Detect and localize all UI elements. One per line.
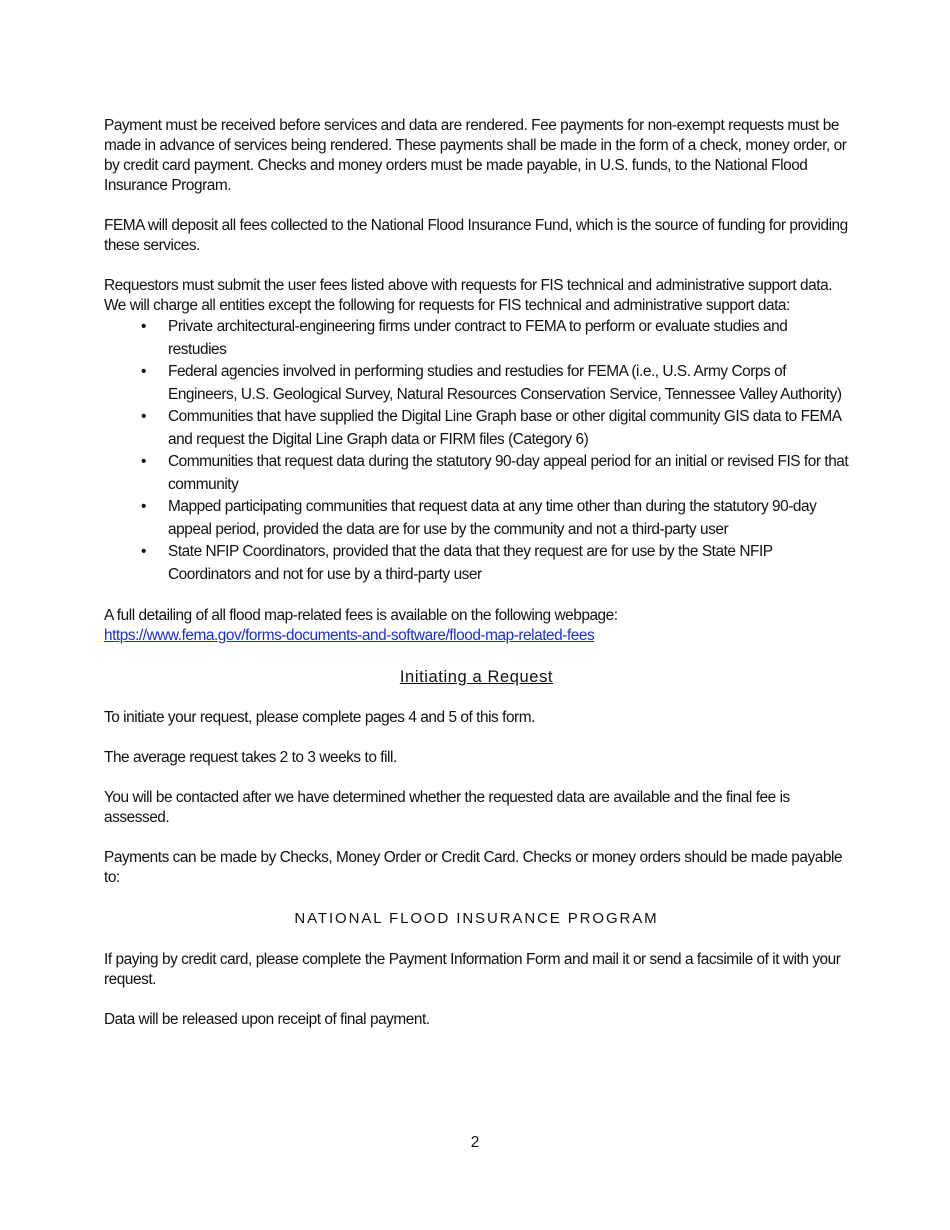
fees-webpage-link[interactable]: https://www.fema.gov/forms-documents-and-software/flood-map-related-fees	[104, 627, 595, 644]
list-item	[104, 451, 849, 496]
payment-required-paragraph: Payment must be received before services and data are rendered. Fee payments for non-exempt requests must be made in advance of services being rendered. These payments shall be made in the form of a check, money order, or by credit card payment. Checks and money orders must be made payable, in U.S. funds, to the National Flood Insurance Program.	[104, 117, 847, 194]
list-item-text: State NFIP Coordinators, provided that the data that they request are for use by the State NFIP Coordinators and not for use by a third-party user	[168, 543, 773, 583]
exempt-entities-list	[104, 316, 849, 586]
bullet-icon: •	[141, 318, 146, 335]
fees-link-paragraph	[104, 606, 849, 646]
list-item-text: Mapped participating communities that request data at any time other than during the statutory 90-day appeal period, provided the data are for use by the community and not a third-party user	[168, 498, 817, 538]
requestors-intro-paragraph: Requestors must submit the user fees listed above with requests for FIS technical and administrative support data. We will charge all entities except the following for requests for FIS technical and administrative support data:	[104, 277, 833, 314]
list-item-text: Federal agencies involved in performing studies and restudies for FEMA (i.e., U.S. Army Corps of Engineers, U.S. Geological Survey, Natural Resources Conservation Service, Tennessee Valley Authority)	[168, 363, 842, 403]
list-item	[104, 496, 849, 541]
contacted-paragraph: You will be contacted after we have determined whether the requested data are available and the final fee is assessed.	[104, 789, 790, 826]
bullet-icon: •	[141, 498, 146, 515]
fema-deposit-paragraph: FEMA will deposit all fees collected to the National Flood Insurance Fund, which is the source of funding for providing these services.	[104, 217, 848, 254]
complete-pages-paragraph: To initiate your request, please complete pages 4 and 5 of this form.	[104, 709, 535, 726]
list-item-text: Communities that have supplied the Digital Line Graph base or other digital community GIS data to FEMA and request the Digital Line Graph data or FIRM files (Category 6)	[168, 408, 841, 448]
bullet-icon: •	[141, 453, 146, 470]
list-item-text: Private architectural-engineering firms under contract to FEMA to perform or evaluate studies and restudies	[168, 318, 788, 358]
payments-paragraph: Payments can be made by Checks, Money Order or Credit Card. Checks or money orders should be made payable to:	[104, 849, 843, 886]
list-item	[104, 361, 849, 406]
section-heading: Initiating a Request	[399, 668, 554, 686]
bullet-icon: •	[141, 363, 146, 380]
bullet-icon: •	[141, 408, 146, 425]
bullet-icon: •	[141, 543, 146, 560]
fees-link-intro: A full detailing of all flood map-related fees is available on the following webpage:	[104, 607, 618, 624]
payee-name: NATIONAL FLOOD INSURANCE PROGRAM	[294, 910, 659, 927]
list-item	[104, 406, 849, 451]
list-item	[104, 316, 849, 361]
page-number: 2	[470, 1134, 480, 1151]
document-page	[104, 116, 849, 1050]
credit-card-paragraph: If paying by credit card, please complete the Payment Information Form and mail it or send a facsimile of it with your request.	[104, 951, 841, 988]
release-paragraph: Data will be released upon receipt of final payment.	[104, 1011, 430, 1028]
list-item	[104, 541, 849, 586]
list-item-text: Communities that request data during the statutory 90-day appeal period for an initial or revised FIS for that community	[168, 453, 849, 493]
average-time-paragraph: The average request takes 2 to 3 weeks to fill.	[104, 749, 397, 766]
